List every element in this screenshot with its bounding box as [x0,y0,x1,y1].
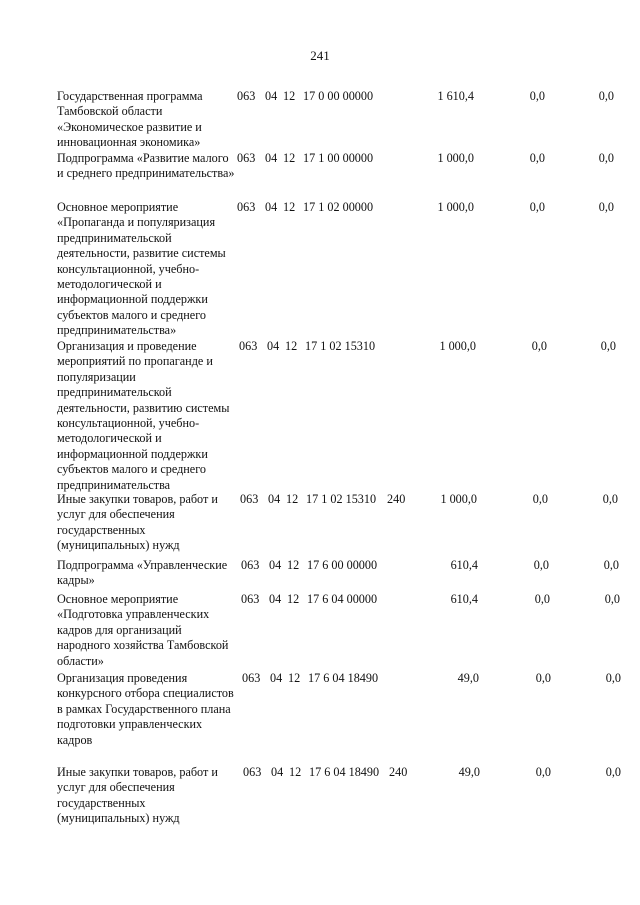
row-section-code: 04 [265,200,278,214]
row-subsection-code: 12 [286,492,299,506]
row-section-code: 04 [269,558,282,572]
row-section-code: 04 [268,492,281,506]
row-target-article: 17 1 00 00000 [303,151,374,165]
row-expense-type: 240 [389,765,408,779]
row-value-year-3: 0,0 [602,492,618,506]
row-target-article: 17 6 04 00000 [307,592,378,606]
row-ministry-code: 063 [237,200,256,214]
row-value-year-2: 0,0 [533,558,549,572]
row-amount: 1 610,4 [437,89,474,103]
row-target-article: 17 6 04 18490 [309,765,380,779]
row-target-article: 17 6 00 00000 [307,558,378,572]
row-value-year-2: 0,0 [535,765,551,779]
row-subsection-code: 12 [287,558,300,572]
row-subsection-code: 12 [285,339,298,353]
row-ministry-code: 063 [237,89,256,103]
row-name: Основное мероприятие «Подготовка управленческих кадров для организаций народного хозяйства Тамбовской области» [57,592,229,668]
row-name: Иные закупки товаров, работ и услуг для обеспечения государственных (муниципальных) нужд [57,765,218,826]
row-subsection-code: 12 [283,200,296,214]
row-name: Подпрограмма «Управленческие кадры» [57,558,228,588]
row-section-code: 04 [265,89,278,103]
row-value-year-3: 0,0 [603,558,619,572]
row-value-year-3: 0,0 [598,200,614,214]
row-value-year-2: 0,0 [532,492,548,506]
row-section-code: 04 [267,339,280,353]
row-ministry-code: 063 [241,592,260,606]
row-target-article: 17 1 02 15310 [306,492,377,506]
row-amount: 610,4 [450,558,478,572]
row-value-year-3: 0,0 [605,671,621,685]
row-value-year-3: 0,0 [598,151,614,165]
row-amount: 49,0 [457,671,479,685]
page-number: 241 [310,48,330,63]
row-value-year-2: 0,0 [534,592,550,606]
row-subsection-code: 12 [283,151,296,165]
row-section-code: 04 [265,151,278,165]
row-value-year-2: 0,0 [531,339,547,353]
row-value-year-2: 0,0 [529,89,545,103]
row-amount: 1 000,0 [437,151,474,165]
row-value-year-2: 0,0 [529,200,545,214]
row-ministry-code: 063 [243,765,262,779]
row-amount: 1 000,0 [439,339,476,353]
row-name: Иные закупки товаров, работ и услуг для обеспечения государственных (муниципальных) нужд [57,492,218,553]
row-ministry-code: 063 [240,492,259,506]
row-amount: 1 000,0 [440,492,477,506]
row-value-year-3: 0,0 [604,592,620,606]
row-ministry-code: 063 [241,558,260,572]
row-name: Организация проведения конкурсного отбора специалистов в рамках Государственного плана подготовки управленческих кадров [57,671,234,747]
row-subsection-code: 12 [289,765,302,779]
row-section-code: 04 [269,592,282,606]
row-target-article: 17 1 02 15310 [305,339,376,353]
row-name: Государственная программа Тамбовской области «Экономическое развитие и инновационная экономика» [57,89,203,150]
row-ministry-code: 063 [237,151,256,165]
row-value-year-3: 0,0 [600,339,616,353]
row-amount: 610,4 [450,592,478,606]
row-value-year-3: 0,0 [598,89,614,103]
row-target-article: 17 6 04 18490 [308,671,379,685]
row-subsection-code: 12 [283,89,296,103]
row-value-year-3: 0,0 [605,765,621,779]
row-name: Организация и проведение мероприятий по пропаганде и популяризации предпринимательской деятельности, развитию системы консультационной, учебно-методологической и информационной поддержки субъектов малого и среднего предпринимательства [57,339,230,492]
row-name: Подпрограмма «Развитие малого и среднего предпринимательства» [57,151,235,181]
row-value-year-2: 0,0 [535,671,551,685]
row-expense-type: 240 [387,492,406,506]
row-ministry-code: 063 [239,339,258,353]
row-ministry-code: 063 [242,671,261,685]
row-section-code: 04 [270,671,283,685]
row-target-article: 17 1 02 00000 [303,200,374,214]
row-name: Основное мероприятие «Пропаганда и популяризация предпринимательской деятельности, развитие системы консультационной, учебно-методологической и информационной поддержки субъектов малого и среднего предпринимательства» [57,200,226,338]
row-subsection-code: 12 [288,671,301,685]
row-subsection-code: 12 [287,592,300,606]
row-target-article: 17 0 00 00000 [303,89,374,103]
row-section-code: 04 [271,765,284,779]
row-amount: 49,0 [458,765,480,779]
row-amount: 1 000,0 [437,200,474,214]
row-value-year-2: 0,0 [529,151,545,165]
